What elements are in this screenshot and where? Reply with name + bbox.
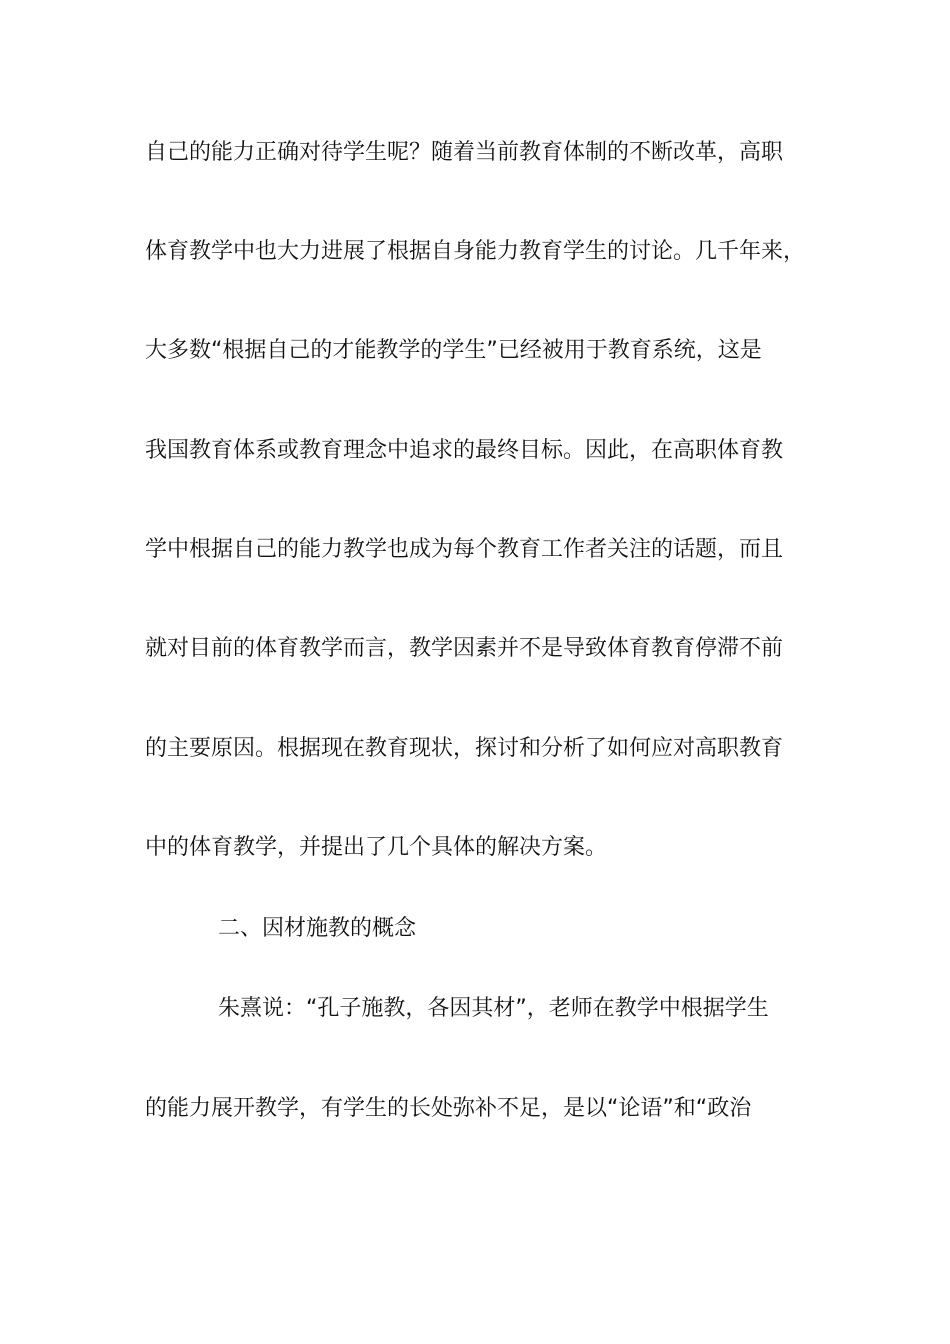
paragraph-line: 的能力展开教学，有学生的长处弥补不足，是以“论语”和“政治: [145, 1096, 752, 1121]
paragraph-line: 朱熹说：“孔子施教，各因其材”，老师在教学中根据学生: [218, 996, 769, 1021]
paragraph-line: 体育教学中也大力进展了根据自身能力教育学生的讨论。几千年来，: [145, 239, 806, 264]
paragraph-line: 大多数“根据自己的才能教学的学生”已经被用于教育系统，这是: [145, 338, 762, 363]
paragraph-line: 的主要原因。根据现在教育现状，探讨和分析了如何应对高职教育: [145, 736, 784, 761]
paragraph-line: 学中根据自己的能力教学也成为每个教育工作者关注的话题，而且: [145, 537, 784, 562]
paragraph-line: 自己的能力正确对待学生呢？随着当前教育体制的不断改革，高职: [145, 140, 784, 165]
paragraph-line: 就对目前的体育教学而言，教学因素并不是导致体育教育停滞不前: [145, 636, 784, 661]
paragraph-line: 中的体育教学，并提出了几个具体的解决方案。: [145, 835, 608, 860]
paragraph-line: 我国教育体系或教育理念中追求的最终目标。因此，在高职体育教: [145, 438, 784, 463]
section-heading: 二、因材施教的概念: [218, 916, 417, 941]
